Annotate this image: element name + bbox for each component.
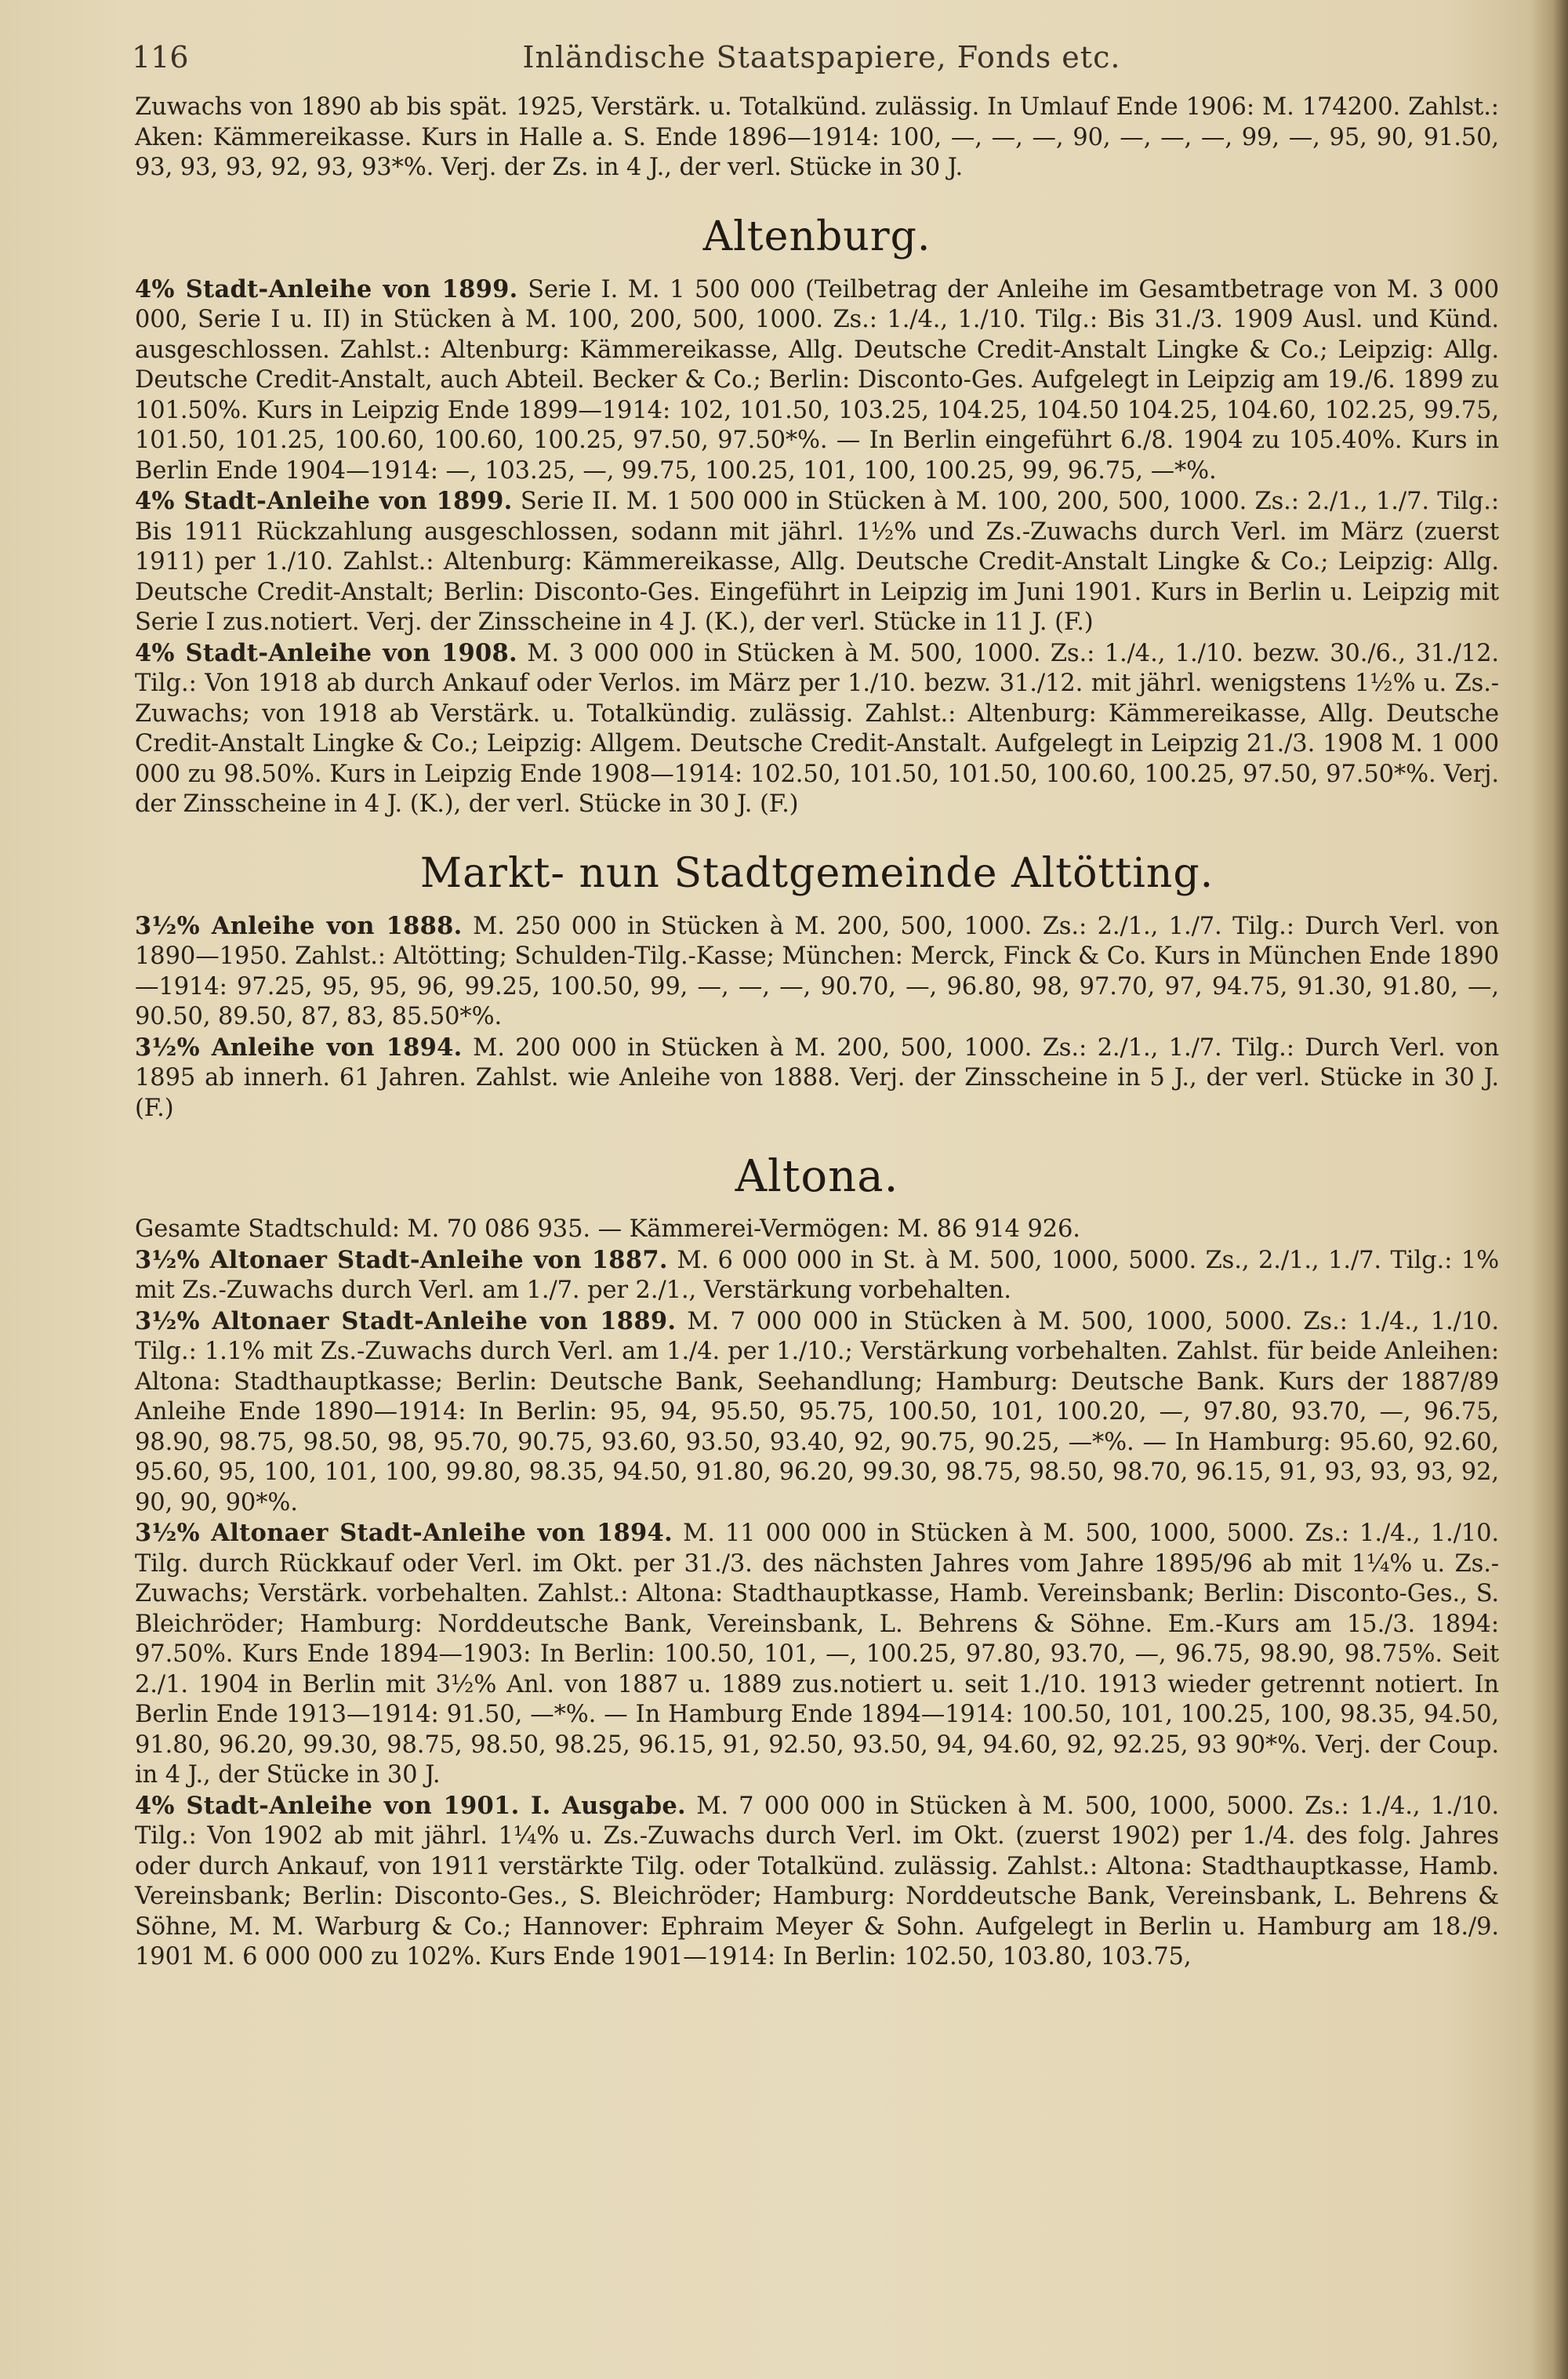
entry-text: M. 200 000 in Stücken à M. 200, 500, 1000. Zs.: 2./1., 1./7. Tilg.: Durch Verl. von 1895 ab innerh. 61 Jahren. Zahlst. wie Anleihe von 1888. Verj. der Zinsscheine in 5 J., der verl. Stücke in 30 J. (F.) <box>135 1033 1499 1122</box>
entry-heading: 4% Stadt-Anleihe von 1899. <box>135 487 513 515</box>
entry-altenburg-1908 <box>135 638 1499 820</box>
section-title-altenburg: Altenburg. <box>702 212 931 260</box>
entry-altenburg-1899-serie-2 <box>135 486 1499 638</box>
entry-text: M. 6 000 000 in St. à M. 500, 1000, 5000. Zs., 2./1., 1./7. Tilg.: 1% mit Zs.-Zuwachs durch Verl. am 1./7. per 2./1., Verstärkung vorbehalten. <box>135 1246 1499 1304</box>
altona-summary: Gesamte Stadtschuld: M. 70 086 935. — Kämmerei-Vermögen: M. 86 914 926. <box>135 1215 1080 1243</box>
entry-text: Serie I. M. 1 500 000 (Teilbetrag der Anleihe im Gesamtbetrage von M. 3 000 000, Serie I u. II) in Stücken à M. 100, 200, 500, 1000. Zs.: 1./4., 1./10. Tilg.: Bis 31./3. 1909 Ausl. und Künd. ausgeschlossen. Zahlst.: Altenburg: Kämmereikasse, Allg. Deutsche Credit-Anstalt Lingke & Co.; Leipzig: Allg. Deutsche Credit-Anstalt, auch Abteil. Becker & Co.; Berlin: Disconto-Ges. Aufgelegt in Leipzig am 19./6. 1899 zu 101.50%. Kurs in Leipzig Ende 1899—1914: 102, 101.50, 103.25, 104.25, 104.50 104.25, 104.60, 102.25, 99.75, 101.50, 101.25, 100.60, 100.60, 100.25, 97.50, 97.50*%. — In Berlin eingeführt 6./8. 1904 zu 105.40%. Kurs in Berlin Ende 1904—1914: —, 103.25, —, 99.75, 100.25, 101, 100, 100.25, 99, 96.75, —*%. <box>135 275 1499 485</box>
intro-paragraph: Zuwachs von 1890 ab bis spät. 1925, Verstärk. u. Totalkünd. zulässig. In Umlauf Ende 1906: M. 174200. Zahlst.: Aken: Kämmereikasse. Kurs in Halle a. S. Ende 1896—1914: 100, —, —, —, 90, —, —, —, 99, —, 95, 90, 91.50, 93, 93, 93, 92, 93, 93*%. Verj. der Zs. in 4 J., der verl. Stücke in 30 J. <box>135 93 1499 181</box>
entry-text: M. 3 000 000 in Stücken à M. 500, 1000. Zs.: 1./4., 1./10. bezw. 30./6., 31./12. Tilg.: Von 1918 ab durch Ankauf oder Verlos. im März per 1./10. bezw. 31./12. mit jährl. wenigstens 1½% u. Zs.-Zuwachs; von 1918 ab Verstärk. u. Totalkündig. zulässig. Zahlst.: Altenburg: Kämmereikasse, Allg. Deutsche Credit-Anstalt Lingke & Co.; Leipzig: Allgem. Deutsche Credit-Anstalt. Aufgelegt in Leipzig 21./3. 1908 M. 1 000 000 zu 98.50%. Kurs in Leipzig Ende 1908—1914: 102.50, 101.50, 101.50, 100.60, 100.25, 97.50, 97.50*%. Verj. der Zinsscheine in 4 J. (K.), der verl. Stücke in 30 J. (F.) <box>135 639 1499 818</box>
entry-heading: 3½% Anleihe von 1888. <box>135 911 463 940</box>
entry-heading: 3½% Altonaer Stadt-Anleihe von 1887. <box>135 1245 668 1274</box>
running-head: Inländische Staatspapiere, Fonds etc. <box>522 40 1121 74</box>
section-title-altoetting: Markt- nun Stadtgemeinde Altötting. <box>419 849 1214 897</box>
page-header <box>132 30 1512 85</box>
entry-heading: 4% Stadt-Anleihe von 1899. <box>135 274 518 303</box>
entry-altona-1889 <box>135 1306 1499 1519</box>
entry-heading: 4% Stadt-Anleihe von 1908. <box>135 638 517 667</box>
entry-text: M. 7 000 000 in Stücken à M. 500, 1000, 5000. Zs.: 1./4., 1./10. Tilg.: 1.1% mit Zs.-Zuwachs durch Verl. am 1./4. per 1./10.; Verstärkung vorbehalten. Zahlst. für beide Anleihen: Altona: Stadthauptkasse; Berlin: Deutsche Bank, Seehandlung; Hamburg: Deutsche Bank. Kurs der 1887/89 Anleihe Ende 1890—1914: In Berlin: 95, 94, 95.50, 95.75, 100.50, 101, 100.20, —, 97.80, 93.70, —, 96.75, 98.90, 98.75, 98.50, 98, 95.70, 90.75, 93.60, 93.50, 93.40, 92, 90.75, 90.25, —*%. — In Hamburg: 95.60, 92.60, 95.60, 95, 100, 101, 100, 99.80, 98.35, 94.50, 91.80, 96.20, 99.30, 98.75, 98.50, 98.70, 96.15, 91, 93, 93, 93, 92, 90, 90, 90*%. <box>135 1307 1499 1516</box>
page-content <box>135 93 1499 1973</box>
entry-heading: 3½% Altonaer Stadt-Anleihe von 1889. <box>135 1306 677 1335</box>
entry-heading: 3½% Altonaer Stadt-Anleihe von 1894. <box>135 1519 673 1547</box>
entry-altona-1887 <box>135 1245 1499 1306</box>
entry-altoetting-1894 <box>135 1033 1499 1124</box>
entry-text: M. 7 000 000 in Stücken à M. 500, 1000, 5000. Zs.: 1./4., 1./10. Tilg.: Von 1902 ab mit jährl. 1¼% u. Zs.-Zuwachs durch Verl. im Okt. (zuerst 1902) per 1./4. des folg. Jahres oder durch Ankauf, von 1911 verstärkte Tilg. oder Totalkünd. zulässig. Zahlst.: Altona: Stadthauptkasse, Hamb. Vereinsbank; Berlin: Disconto-Ges., S. Bleichröder; Hamburg: Norddeutsche Bank, Vereinsbank, L. Behrens & Söhne, M. M. Warburg & Co.; Hannover: Ephraim Meyer & Sohn. Aufgelegt in Berlin u. Hamburg am 18./9. 1901 M. 6 000 000 zu 102%. Kurs Ende 1901—1914: In Berlin: 102.50, 103.80, 103.75, <box>135 1792 1499 1970</box>
page-edge-shadow <box>1530 0 1568 2379</box>
entry-altenburg-1899-serie-1 <box>135 274 1499 487</box>
entry-altona-1894 <box>135 1518 1499 1791</box>
page-number: 116 <box>132 40 189 74</box>
entry-altona-1901 <box>135 1791 1499 1973</box>
entry-text: M. 11 000 000 in Stücken à M. 500, 1000, 5000. Zs.: 1./4., 1./10. Tilg. durch Rückkauf oder Verl. im Okt. per 31./3. des nächsten Jahres vom Jahre 1895/96 ab mit 1¼% u. Zs.-Zuwachs; Verstärk. vorbehalten. Zahlst.: Altona: Stadthauptkasse, Hamb. Vereinsbank; Berlin: Disconto-Ges., S. Bleichröder; Hamburg: Norddeutsche Bank, Vereinsbank, L. Behrens & Söhne. Em.-Kurs am 15./3. 1894: 97.50%. Kurs Ende 1894—1903: In Berlin: 100.50, 101, —, 100.25, 97.80, 93.70, —, 96.75, 98.90, 98.75%. Seit 2./1. 1904 in Berlin mit 3½% Anl. von 1887 u. 1889 zus.notiert u. seit 1./10. 1913 wieder getrennt notiert. In Berlin Ende 1913—1914: 91.50, —*%. — In Hamburg Ende 1894—1914: 100.50, 101, 100.25, 100, 98.35, 94.50, 91.80, 96.20, 99.30, 98.75, 98.50, 98.25, 96.15, 91, 92.50, 93.50, 94, 94.60, 92, 92.25, 93 90*%. Verj. der Coup. in 4 J., der Stücke in 30 J. <box>135 1520 1499 1789</box>
entry-heading: 4% Stadt-Anleihe von 1901. I. Ausgabe. <box>135 1791 686 1820</box>
entry-heading: 3½% Anleihe von 1894. <box>135 1033 463 1062</box>
entry-text: Serie II. M. 1 500 000 in Stücken à M. 100, 200, 500, 1000. Zs.: 2./1., 1./7. Tilg.: Bis 1911 Rückzahlung ausgeschlossen, sodann mit jährl. 1½% und Zs.-Zuwachs durch Verl. im März (zuerst 1911) per 1./10. Zahlst.: Altenburg: Kämmereikasse, Allg. Deutsche Credit-Anstalt Lingke & Co.; Leipzig: Allg. Deutsche Credit-Anstalt; Berlin: Disconto-Ges. Eingeführt in Leipzig im Juni 1901. Kurs in Berlin u. Leipzig mit Serie I zus.notiert. Verj. der Zinsscheine in 4 J. (K.), der verl. Stücke in 11 J. (F.) <box>135 488 1499 636</box>
entry-text: M. 250 000 in Stücken à M. 200, 500, 1000. Zs.: 2./1., 1./7. Tilg.: Durch Verl. von 1890—1950. Zahlst.: Altötting; Schulden-Tilg.-Kasse; München: Merck, Finck & Co. Kurs in München Ende 1890—1914: 97.25, 95, 95, 96, 99.25, 100.50, 99, —, —, —, 90.70, —, 96.80, 98, 97.70, 97, 94.75, 91.30, 91.80, —, 90.50, 89.50, 87, 83, 85.50*%. <box>135 912 1499 1030</box>
entry-altoetting-1888 <box>135 911 1499 1033</box>
section-title-altona: Altona. <box>735 1151 899 1202</box>
